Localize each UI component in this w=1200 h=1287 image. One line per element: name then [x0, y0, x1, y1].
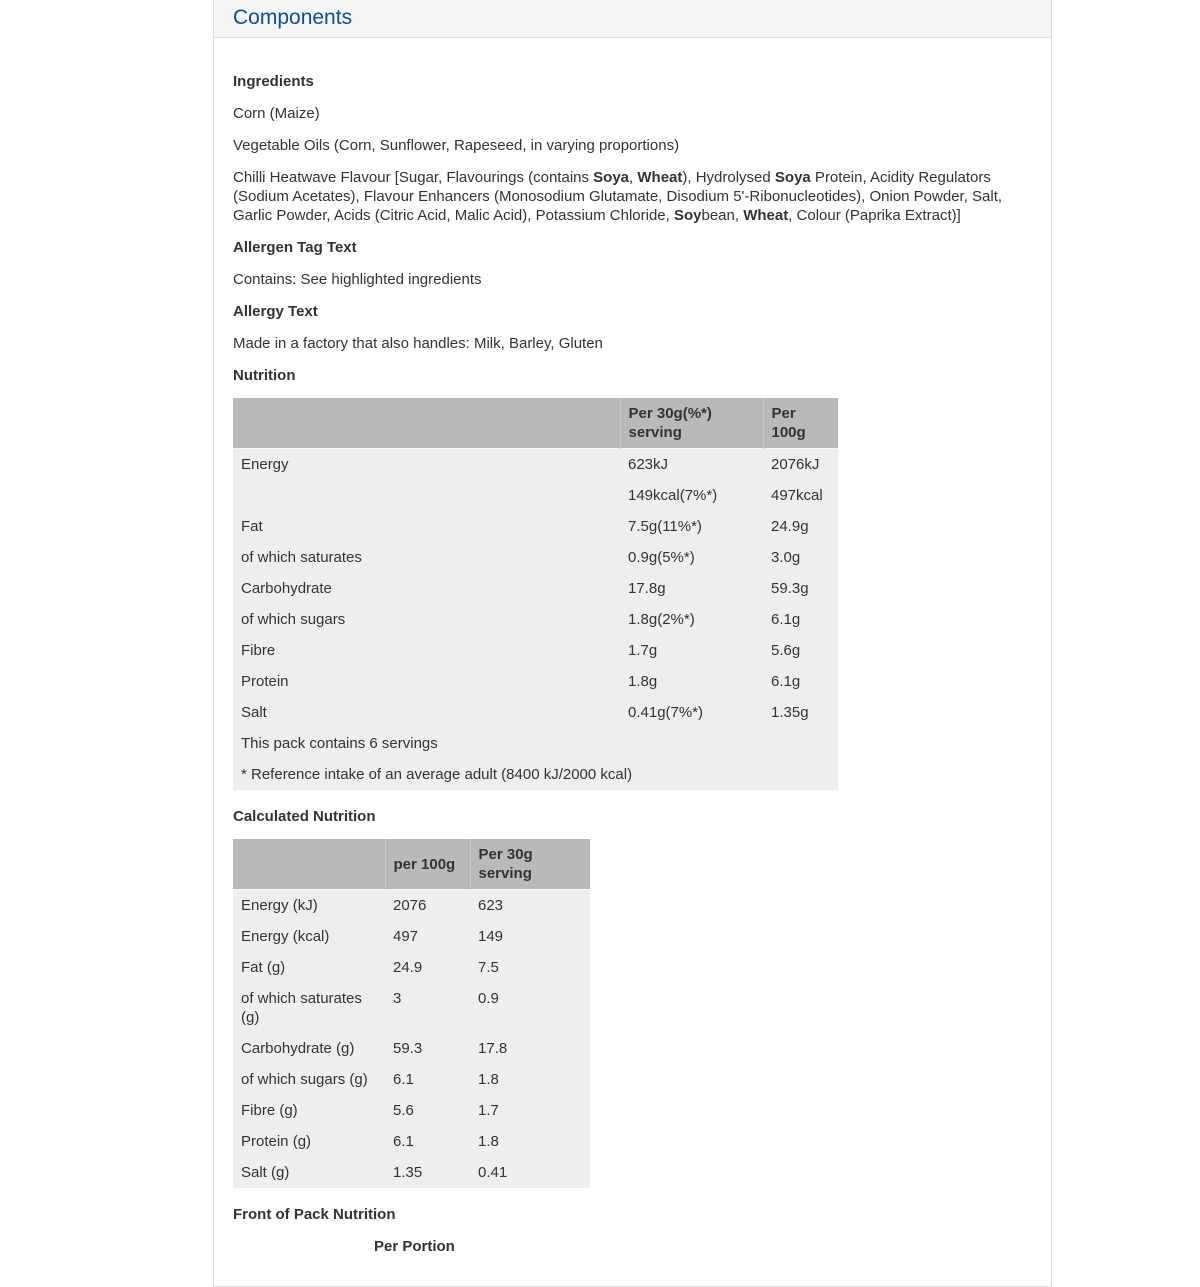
table-cell: 149	[470, 921, 590, 952]
table-cell: 0.41g(7%*)	[620, 697, 763, 728]
table-cell: 24.9	[385, 952, 470, 983]
ingredients-heading: Ingredients	[233, 73, 314, 90]
table-cell: 7.5	[470, 952, 590, 983]
allergen-highlight: Soya	[774, 169, 811, 186]
table-cell: Energy (kcal)	[233, 921, 385, 952]
table-footnote: This pack contains 6 servings	[233, 728, 838, 759]
text-run: , Colour (Paprika Extract)]	[788, 207, 961, 224]
table-cell: 1.7	[470, 1095, 590, 1126]
table-cell: Salt (g)	[233, 1157, 385, 1188]
table-row	[233, 983, 590, 1033]
table-cell: 1.35	[385, 1157, 470, 1188]
table-cell: 1.8	[470, 1126, 590, 1157]
table-cell: 497kcal	[763, 480, 838, 511]
table-cell: 6.1g	[763, 604, 838, 635]
allergen-highlight: Soy	[673, 207, 702, 224]
text-run: bean,	[701, 207, 744, 224]
table-cell: 1.8	[470, 1064, 590, 1095]
table-cell: 1.35g	[763, 697, 838, 728]
table-cell: 24.9g	[763, 511, 838, 542]
table-footnote-row	[233, 728, 838, 759]
table-cell: Energy	[233, 449, 620, 481]
table-cell: 6.1	[385, 1126, 470, 1157]
table-cell: of which sugars	[233, 604, 620, 635]
table-cell: 17.8g	[620, 573, 763, 604]
table-row	[233, 542, 838, 573]
components-panel	[213, 0, 1052, 1287]
table-header-row	[233, 839, 590, 890]
table-row	[233, 635, 838, 666]
column-header: per 100g	[385, 839, 470, 890]
table-cell: Salt	[233, 697, 620, 728]
table-cell: 2076kJ	[763, 449, 838, 481]
nutrition-table	[233, 398, 838, 790]
table-row	[233, 1064, 590, 1095]
table-cell: 497	[385, 921, 470, 952]
text-run: Chilli Heatwave Flavour [Sugar, Flavourings (contains	[233, 169, 594, 186]
table-cell: 1.8g(2%*)	[620, 604, 763, 635]
table-cell	[233, 480, 620, 511]
table-row	[233, 921, 590, 952]
table-cell: 17.8	[470, 1033, 590, 1064]
allergen-highlight: Wheat	[743, 207, 789, 224]
table-cell: 5.6	[385, 1095, 470, 1126]
table-cell: 1.8g	[620, 666, 763, 697]
table-cell: 7.5g(11%*)	[620, 511, 763, 542]
text-run: ,	[629, 169, 638, 186]
table-row	[233, 666, 838, 697]
table-cell: 6.1g	[763, 666, 838, 697]
table-row	[233, 449, 838, 481]
table-cell: 3	[385, 983, 470, 1033]
allergy-heading: Allergy Text	[233, 303, 318, 320]
per-portion-label: Per Portion	[374, 1238, 455, 1255]
table-cell: 5.6g	[763, 635, 838, 666]
column-header: Per 100g	[763, 398, 838, 449]
allergy-text: Made in a factory that also handles: Milk, Barley, Gluten	[233, 335, 603, 352]
table-cell: 1.7g	[620, 635, 763, 666]
table-row	[233, 952, 590, 983]
allergen-highlight: Wheat	[637, 169, 683, 186]
table-row	[233, 890, 590, 922]
table-cell: 0.41	[470, 1157, 590, 1188]
table-row	[233, 697, 838, 728]
front-of-pack-heading: Front of Pack Nutrition	[233, 1206, 396, 1223]
table-cell: Fibre (g)	[233, 1095, 385, 1126]
table-cell: Protein (g)	[233, 1126, 385, 1157]
table-cell: Carbohydrate	[233, 573, 620, 604]
table-row	[233, 1033, 590, 1064]
panel-title: Components	[233, 6, 353, 29]
table-row	[233, 511, 838, 542]
ingredient-corn: Corn (Maize)	[233, 105, 320, 122]
table-cell: Fat	[233, 511, 620, 542]
table-cell: Carbohydrate (g)	[233, 1033, 385, 1064]
ingredient-oils: Vegetable Oils (Corn, Sunflower, Rapeseed, in varying proportions)	[233, 137, 680, 154]
table-cell: Fat (g)	[233, 952, 385, 983]
table-cell: 149kcal(7%*)	[620, 480, 763, 511]
table-footnote-row	[233, 759, 838, 790]
table-cell: 623	[470, 890, 590, 922]
ingredient-flavour	[233, 168, 1032, 225]
calculated-nutrition-table	[233, 839, 590, 1188]
calculated-nutrition-heading: Calculated Nutrition	[233, 808, 376, 825]
table-row	[233, 573, 838, 604]
nutrition-heading: Nutrition	[233, 367, 296, 384]
table-footnote: * Reference intake of an average adult (8400 kJ/2000 kcal)	[233, 759, 838, 790]
table-cell: 623kJ	[620, 449, 763, 481]
table-cell: Energy (kJ)	[233, 890, 385, 922]
table-cell: of which saturates	[233, 542, 620, 573]
table-row	[233, 1126, 590, 1157]
table-row	[233, 480, 838, 511]
column-header	[233, 839, 385, 890]
table-header-row	[233, 398, 838, 449]
table-row	[233, 1095, 590, 1126]
table-cell: of which sugars (g)	[233, 1064, 385, 1095]
table-cell: 59.3g	[763, 573, 838, 604]
table-cell: of which saturates (g)	[233, 983, 385, 1033]
column-header	[233, 398, 620, 449]
table-row	[233, 1157, 590, 1188]
table-cell: Fibre	[233, 635, 620, 666]
table-cell: 2076	[385, 890, 470, 922]
allergen-highlight: Soya	[593, 169, 630, 186]
panel-header	[214, 0, 1051, 38]
allergen-tag-heading: Allergen Tag Text	[233, 239, 357, 256]
table-cell: 3.0g	[763, 542, 838, 573]
column-header: Per 30g serving	[470, 839, 590, 890]
table-cell: 0.9	[470, 983, 590, 1033]
table-cell: 0.9g(5%*)	[620, 542, 763, 573]
table-cell: 59.3	[385, 1033, 470, 1064]
text-run: Protein, Acidity Regulators (Sodium Acetates), Flavour Enhancers (Monosodium Glutamate, Disodium 5'-Ribonucleotides), Onion Powder, Salt, Garlic Powder, Acids (Citric Acid, Malic Acid), Potassium Chloride,	[233, 169, 1003, 224]
column-header: Per 30g(%*) serving	[620, 398, 763, 449]
panel-body	[214, 38, 1051, 1286]
table-cell: 6.1	[385, 1064, 470, 1095]
text-run: ), Hydrolysed	[682, 169, 775, 186]
table-row	[233, 604, 838, 635]
allergen-tag-text: Contains: See highlighted ingredients	[233, 271, 482, 288]
table-cell: Protein	[233, 666, 620, 697]
